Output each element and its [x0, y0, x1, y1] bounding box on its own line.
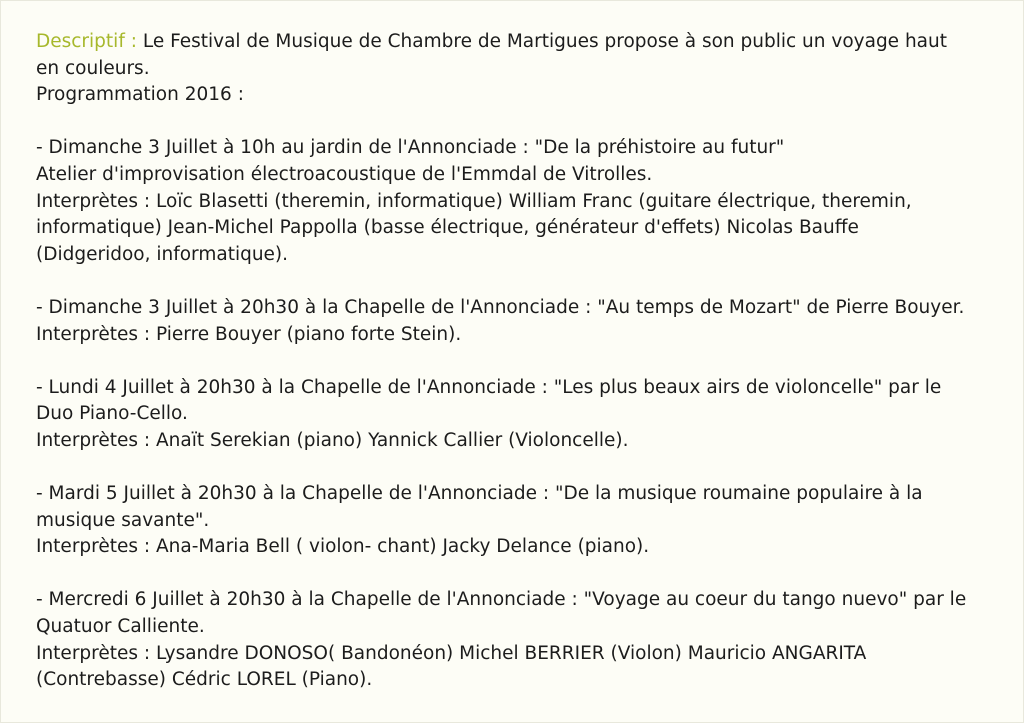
paragraph-gap [36, 268, 996, 295]
event-line: - Mercredi 6 Juillet à 20h30 à la Chapelle de l'Annonciade : "Voyage au coeur du tango nuevo" par le [36, 589, 967, 611]
event-line: (Contrebasse) Cédric LOREL (Piano). [36, 669, 373, 691]
event-block [36, 587, 996, 693]
event-block [36, 375, 996, 455]
event-line: Atelier d'improvisation électroacoustique de l'Emmdal de Vitrolles. [36, 163, 653, 185]
intro-text: Le Festival de Musique de Chambre de Martigues propose à son public un voyage haut [136, 31, 947, 52]
festival-description [36, 29, 996, 694]
event-line: - Dimanche 3 Juillet à 10h au jardin de l'Annonciade : "De la préhistoire au futur" [36, 137, 785, 159]
event-line: informatique) Jean-Michel Pappolla (basse électrique, générateur d'effets) Nicolas Bauffe [36, 217, 859, 239]
event-line: - Dimanche 3 Juillet à 20h30 à la Chapelle de l'Annonciade : "Au temps de Mozart" de Pierre Bouyer. [36, 296, 965, 318]
event-line: (Didgeridoo, informatique). [36, 243, 289, 265]
event-line: Interprètes : Anaït Serekian (piano) Yannick Callier (Violoncelle). [36, 429, 629, 451]
paragraph-gap [36, 561, 996, 588]
program-heading: Programmation 2016 : [36, 84, 244, 106]
paragraph-gap [36, 348, 996, 375]
event-list [36, 109, 996, 694]
event-line: - Mardi 5 Juillet à 20h30 à la Chapelle de l'Annonciade : "De la musique roumaine populaire à la [36, 483, 923, 505]
event-block [36, 481, 996, 561]
paragraph-gap [36, 455, 996, 482]
event-line: Interprètes : Loïc Blasetti (theremin, informatique) William Franc (guitare électrique, theremin, [36, 190, 912, 212]
event-block [36, 295, 996, 348]
event-line: - Lundi 4 Juillet à 20h30 à la Chapelle de l'Annonciade : "Les plus beaux airs de violoncelle" par le [36, 376, 942, 398]
event-block [36, 135, 996, 268]
descriptif-label: Descriptif : [36, 31, 137, 52]
paragraph-gap [36, 109, 996, 136]
event-line: Interprètes : Pierre Bouyer (piano forte Stein). [36, 323, 462, 345]
event-line: Quatuor Calliente. [36, 616, 205, 638]
event-line: Interprètes : Lysandre DONOSO( Bandonéon) Michel BERRIER (Violon) Mauricio ANGARITA [36, 642, 867, 664]
intro-line-2: en couleurs. [36, 57, 150, 79]
event-line: Duo Piano-Cello. [36, 403, 188, 425]
event-line: musique savante". [36, 509, 210, 531]
intro-line-1 [36, 29, 996, 56]
event-line: Interprètes : Ana-Maria Bell ( violon- chant) Jacky Delance (piano). [36, 536, 650, 558]
